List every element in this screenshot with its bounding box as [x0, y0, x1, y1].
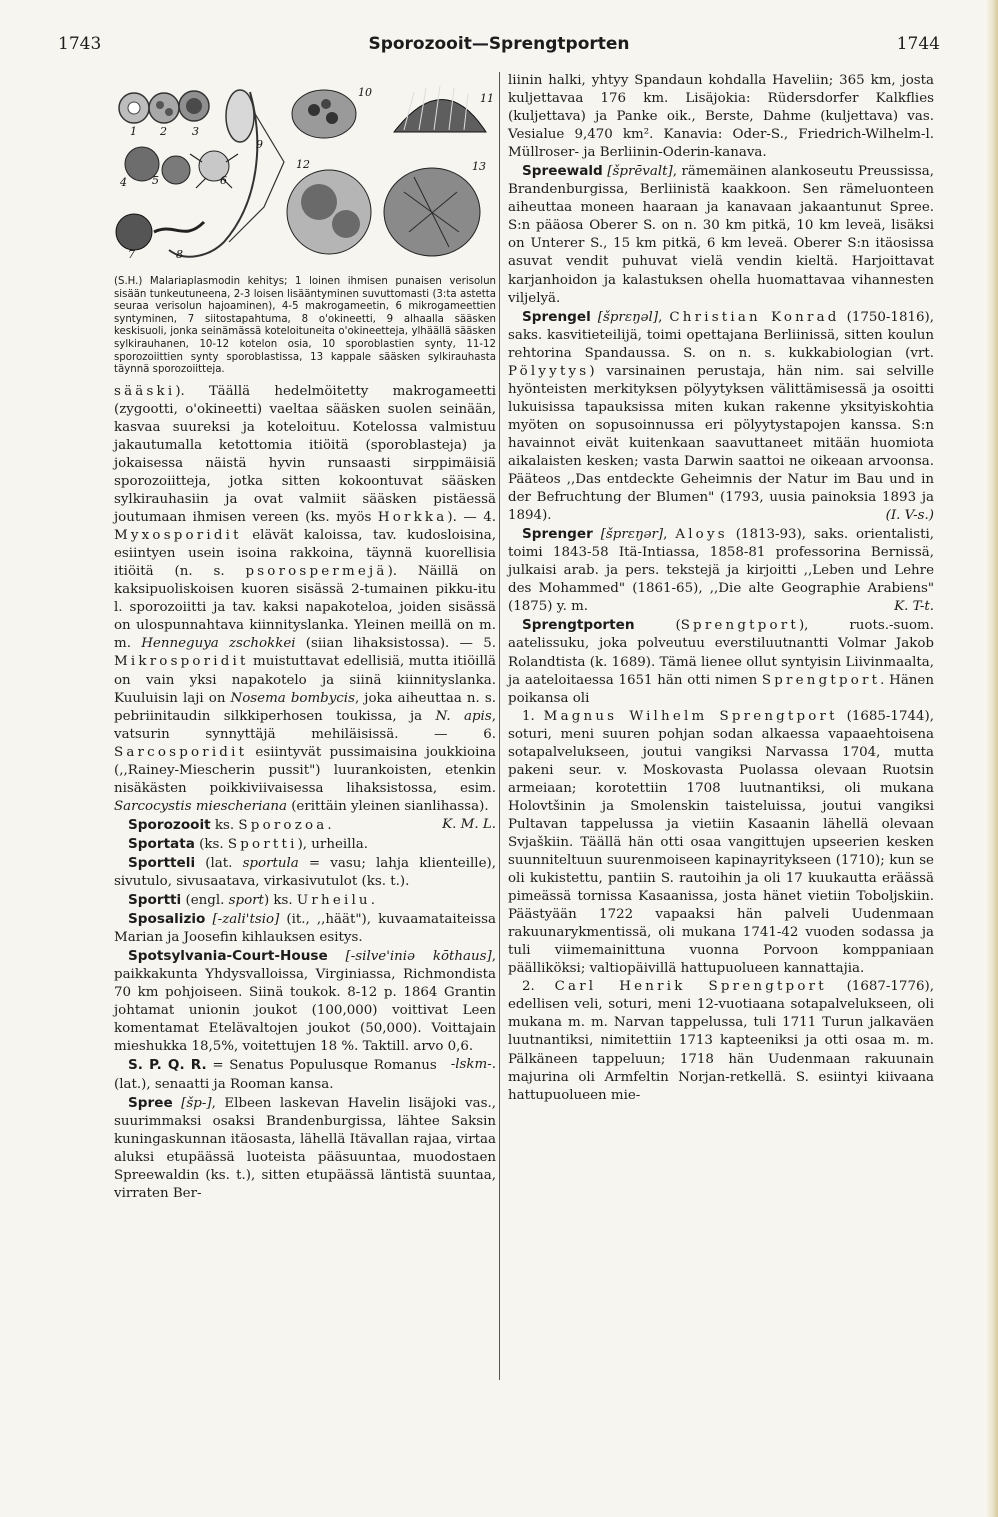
author-signature: (I. V-s.): [885, 508, 934, 524]
salivary-gland-top: [226, 90, 254, 142]
page-edge: [986, 0, 998, 1517]
cell-7-shape: [116, 214, 152, 250]
entry-magnus-wilhelm: 1. Magnus Wilhelm Sprengtport (1685-1744), soturi, meni suuren pohjan sodan alkaessa vapaaehtoisena sotapalvelukseen, joutui vangiksi Narvassa 1704, mutta pakeni seur. v. Moskovasta Puolassa olevaan Ruotsin armeiaan; korotettiin 1708 luutnantiksi, oli mukana Holovtšinin ja Smolenskin taisteluissa, joutui vangiksi Pultavan tappelussa ja vietiin Kasaanin lähellä olevaan Svjaškiin. Täällä hän otti osaa vangittujen upseerien kesken suunniteltuun suurenmoiseen kapinayritykseen (1710); kun se oli kukistettu, pantiin S. rautoihin ja oli 17 kuukautta eräässä pimeässä tornissa Kasaanissa, josta hänet vietiin Toboljskiin. Päästyään 1722 vapaaksi hän palveli Uudenmaan rakuunarykmentissä, oli mukana 1741-42 vuoden sodassa ja tuli viimemainittuna vuonna Porvoon komppaniaan päälliköksi; valtiopäivillä hattupuolueen kannattajia.: [508, 708, 934, 977]
author-signature: -lskm-.: [450, 1057, 496, 1073]
fig-label: 5: [152, 174, 159, 187]
cell-5-shape: [162, 156, 190, 184]
fig-label: 8: [176, 248, 183, 261]
cell-2-spot: [156, 101, 164, 109]
paragraph-protozoa-cont: sääski). Täällä hedelmöitetty makrogameetti (zygootti, o'okineetti) vaeltaa sääsken suolen seinään, kasvaa suureksi ja koteloituu. Kotelossa valmistuu jakautumalla ketottomia itiöitä (sporoblasteja) ja jokaisessa näistä hyvin runsaasti sirppimäisiä sporozoiitteja, jotka sitten kokoontuvat sääsken sylkirauhasiin ja ovat valmiit sääsken pistäessä joutumaan ihmisen vereen (ks. myös Horkka). — 4. Myxosporidit elävät kaloissa, tav. kudosloisina, esiintyen usein isoina rakkoina, täynnä kuorellisia itiöitä (n. s. psorospermejä). Näillä on kaksipuoliskoisen kuoren sisässä 2-tumainen pikku-itu l. sporozoiitti ja tav. kaksi napakoteloa, joiden sisässä on ulospunnahtava kiinnityslanka. Yleinen meillä on m. m. Henneguya zschokkei (siian lihaksistossa). — 5. Mikrosporidit muistuttavat edellisiä, mutta itiöillä on vain yksi napakotelo ja siinä kiinnityslanka. Kuuluisin laji on Nosema bombycis, joka aiheuttaa n. s. pebriinitaudin silkkiperhosen toukissa, ja N. apis, vatsurin synnyttäjä mehiläisissä. — 6. Sarcosporidit esiintyvät pussimaisina joukkioina (,,Rainey-Miescherin pussit") luurankoisten, etenkin nisäkästen poikkiviivaisessa lihaksistossa, esim. Sarcocystis miescheriana (erittäin yleinen sianlihassa). K. M. L.: [114, 383, 496, 816]
left-column: [114, 72, 496, 1203]
entry-spreewald: Spreewald [šprēvalt], rämemäinen alankoseutu Preussissa, Brandenburgissa, Berliinistä kaakkoon. Sen rämeluonteen aiheuttaa moneen haaraan ja kanavaan jakaantunut Spree. S:n pääosa Oberer S. on n. 30 km pitkä, 10 km leveä, lisäksi on Unterer S., 15 km pitkä, 6 km leveä. Oberer S:n itäosissa asuvat vendit puhuvat vielä vendin kieltä. Harjoittavat karjanhoidon ja kalastuksen ohella huomattavaa vihannesten viljelyä.: [508, 163, 935, 306]
entry-spqr: S. P. Q. R. = Senatus Populusque Romanus (lat.), senaatti ja Rooman kansa.: [114, 1057, 437, 1092]
sporoblast-dot: [308, 104, 320, 116]
oocyst-12-core: [332, 210, 360, 238]
ookinete-8-shape: [154, 222, 204, 232]
figure-caption: (S.H.) Malariaplasmodin kehitys; 1 loinen ihmisen punaisen verisolun sisään tunkeutuneena, 2-3 loisen lisääntyminen suvuttomasti (3:ta astetta seuraa verisolun hajoaminen), 4-5 makrogameetin, 6 mikrogameettien syntyminen, 7 siitostapahtuma, 8 o'okineetti, 9 alhaalla sääsken keskisuoli, jonka seinämässä koteloituneita o'okineetteja, ylhäällä sääsken sylkirauhanen, 10-12 kotelon osia, 10 sporoblastien synty, 11-12 sporozoiittien synty sporoblastissa, 13 kappale sääsken sylkirauhasta täynnä sporozoiitteja.: [114, 276, 496, 376]
cell-3-center: [186, 98, 202, 114]
author-signature: K. T-t.: [894, 599, 934, 615]
sporoblast-dot: [321, 99, 331, 109]
sporoblast-dot: [326, 112, 338, 124]
fig-label: 3: [192, 125, 199, 138]
fig-label: 4: [120, 176, 127, 189]
author-signature: K. M. L.: [442, 816, 496, 832]
fig-label: 9: [256, 138, 263, 151]
malaria-illustration: [114, 72, 496, 268]
cell-2-shape: [149, 93, 179, 123]
fig-label: 12: [296, 158, 310, 171]
entry-carl-henrik: 2. Carl Henrik Sprengtport (1687-1776), edellisen veli, soturi, meni 12-vuotiaana sotapalvelukseen, oli mukana m. m. Narvan tappelussa, tuli 1711 Turun jalkaväen luutnantiksi, nimitettiin 1713 kapteeniksi ja otti osaa m. m. Pälkäneen tappeluun; 1718 hän Uudenmaan rakuunain majurina oli Armfeltin Norjan-retkellä. S. esiintyi kiivaana hattupuolueen mie-: [508, 979, 934, 1103]
cell-1-nucleus: [128, 102, 140, 114]
cell-2-spot: [165, 108, 173, 116]
malaria-figure: [114, 72, 496, 268]
oocyst-10: [292, 90, 356, 138]
entry-spree-cont: liinin halki, yhtyy Spandaun kohdalla Haveliin; 365 km, josta kuljettavaa 176 km. Lisäjokia: Rüdersdorfer Kalkflies (kuljettava) ja Panke oik., Berste, Dahme (kuljettava) vas. Vesialue 9,470 km². Kanavia: Oder-S., Friedrich-Wilhelm-l. Müllroser- ja Berliinin-Oderin-kanava.: [508, 73, 934, 161]
right-column: [508, 72, 934, 1105]
fig-label: 1: [130, 125, 137, 138]
entry-spotsylvania: Spotsylvania-Court-House [-silve'iniə kōthaus], paikkakunta Yhdysvalloissa, Virginiassa, Richmondista 70 km pohjoiseen. Siinä toukok. 8-12 p. 1864 Grantin johtamat unionin joukot (100,000) voittivat Leen komentamat Etelävaltojen joukot (50,000). Voittajain mieshukka 18,5%, voitettujen 18 %. Taktill. arvo 0,6. -lskm-.: [114, 947, 496, 1056]
fig-label: 11: [480, 92, 494, 105]
entry-sportti: Sportti (engl. sport) ks. Urheilu.: [128, 892, 376, 909]
entry-sposalizio: Sposalizio [-zali'tsio] (it., ,,häät"), kuvaamataiteissa Marian ja Joosefin kihlauksen esitys.: [114, 911, 496, 946]
fig-label: 13: [472, 160, 486, 173]
entry-sporozooit: Sporozooit ks. Sporozoa.: [128, 816, 332, 833]
entry-sportteli: Sportteli (lat. sportula = vasu; lahja klienteille), sivutulo, sivusaatava, virkasivutulot (ks. t.).: [114, 854, 496, 890]
fig-label: 6: [220, 174, 227, 187]
entry-sprenger: Sprenger [šprɛŋər], Aloys (1813-93), saks. orientalisti, toimi 1843-58 Itä-Intiassa, 1858-81 professorina Bernissä, julkaisi arab. ja pers. tekstejä ja kirjoitti ,,Leben und Lehre des Mohammed" (1861-65), ,,Die alte Geographie Arabiens" (1875) y. m. K. T-t.: [508, 525, 934, 616]
page-number-left: 1743: [58, 34, 102, 54]
entry-spree: Spree [šp-], Elbeen laskevan Havelin lisäjoki vas., suurimmaksi osaksi Brandenburgissa, lähtee Saksin kuningaskunnan itäosasta, lähellä Itävallan rajaa, virtaa aluksi etupäässä luoteista pääsuuntaa, muodostaen Spreewaldin (ks. t.), sitten etupäässä läntistä suuntaa, virraten Ber-: [114, 1094, 496, 1201]
fig-label: 10: [358, 86, 372, 99]
column-divider: [499, 72, 500, 1380]
fig-label: 2: [160, 125, 167, 138]
fig-label: 7: [128, 248, 135, 261]
oocyst-12-core: [301, 184, 337, 220]
running-title: Sporozooit—Sprengtporten: [368, 34, 630, 54]
entry-sportata: Sportata (ks. Sportti), urheilla.: [128, 835, 368, 852]
entry-sprengtporten: Sprengtporten (Sprengtport), ruots.-suom. aatelissuku, joka polveutuu everstiluutnantti Volmar Jakob Rolandtista (k. 1689). Tämä lienee ollut syntyisin Liivinmaalta, ja aateloitaessa 1651 hän otti nimen Sprengtport. Hänen poikansa oli: [508, 617, 934, 706]
entry-sprengel: Sprengel [šprɛŋəl], Christian Konrad (1750-1816), saks. kasvitieteilijä, toimi opettajana Berliinissä, sitten koulun rehtorina Spandaussa. S. on n. s. kukkabiologian (vrt. Pölyytys) varsinainen perustaja, hän nim. sai selville hyönteisten merkityksen pölyytyksen välittämisessä ja osoitti lukuisissa tapauksissa miten kukan rakenne yksityiskohtia myöten on sopusoinnussa eri pölyytystapojen kanssa. S:n havainnot eivät kuitenkaan saavuttaneet mitään huomiota aikalaisten kesken; vasta Darwin saattoi ne oikeaan arvoonsa. Pääteos ,,Das entdeckte Geheimnis der Natur im Bau und in der Befruchtung der Blumen" (1793, uusia painoksia 1893 ja 1894). (I. V-s.): [508, 308, 934, 526]
page-header: [58, 34, 940, 64]
page-number-right: 1744: [896, 34, 940, 54]
